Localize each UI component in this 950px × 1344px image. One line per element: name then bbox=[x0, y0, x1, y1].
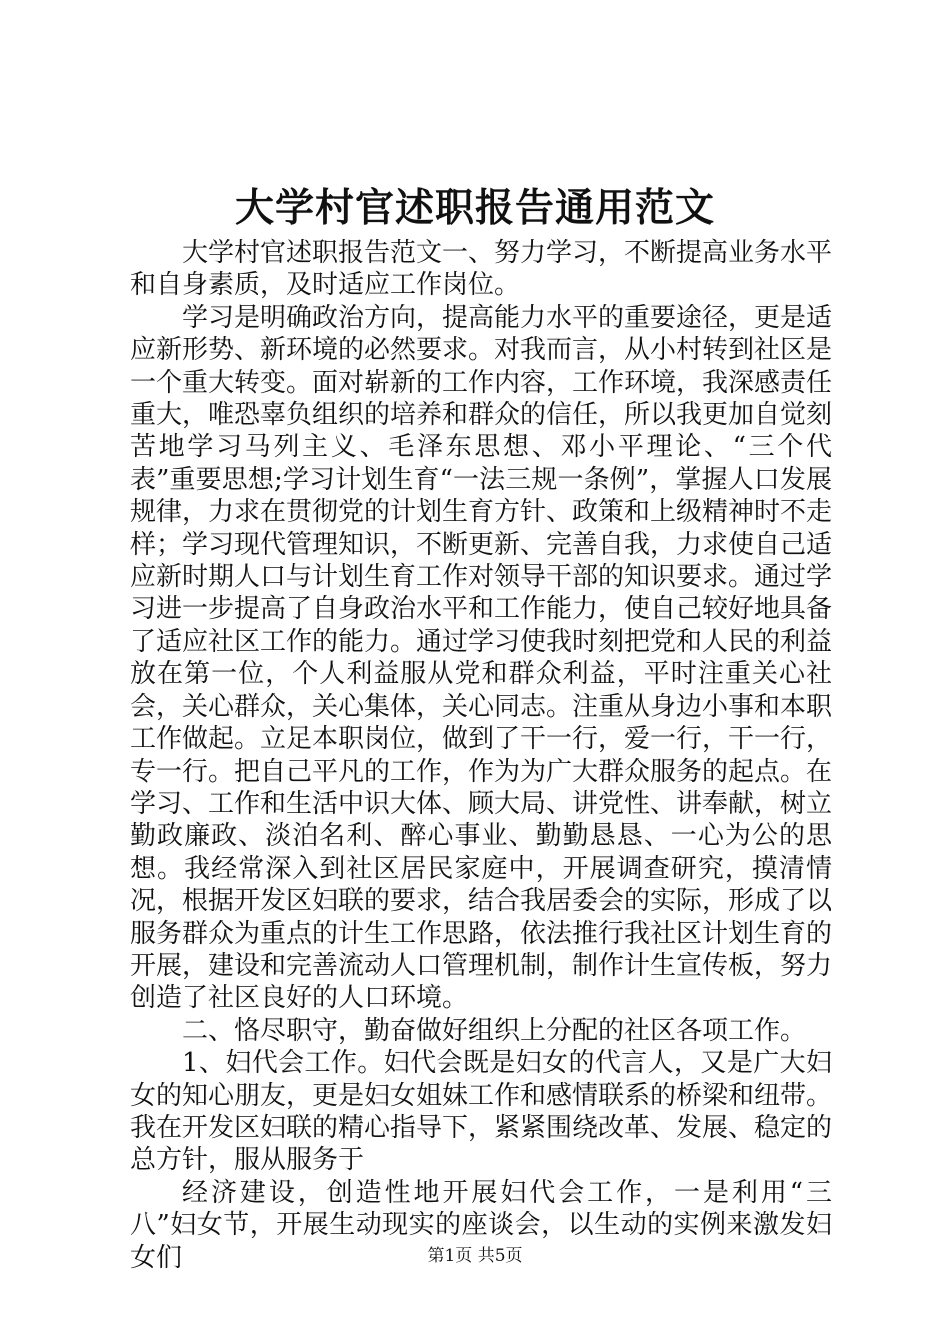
paragraph-intro: 大学村官述职报告范文一、努力学习，不断提高业务水平和自身素质，及时适应工作岗位。 bbox=[130, 238, 833, 301]
document-title: 大学村官述职报告通用范文 bbox=[234, 185, 715, 231]
paragraph-women-congress: 1、妇代会工作。妇代会既是妇女的代言人，又是广大妇女的知心朋友，更是妇女姐妹工作和感情联系的桥梁和纽带。我在开发区妇联的精心指导下，紧紧围绕改革、发展、稳定的总方针，服从服务于 bbox=[130, 1048, 833, 1176]
document-body bbox=[130, 237, 832, 1274]
page-number-footer: 第1页 共5页 bbox=[427, 1246, 523, 1266]
paragraph-economic-construction: 经济建设，创造性地开展妇代会工作，一是利用“三八”妇女节，开展生动现实的座谈会，以生动的实例来激发妇女们 bbox=[130, 1177, 832, 1273]
paragraph-section-two-heading: 二、恪尽职守，勤奋做好组织上分配的社区各项工作。 bbox=[182, 1015, 807, 1046]
paragraph-study: 学习是明确政治方向，提高能力水平的重要途径，更是适应新形势、新环境的必然要求。对我而言，从小村转到社区是一个重大转变。面对崭新的工作内容，工作环境，我深感责任重大，唯恐辜负组织的培养和群众的信任，所以我更加自觉刻苦地学习马列主义、毛泽东思想、邓小平理论、“三个代表”重要思想;学习计划生育“一法三规一条例”，掌握人口发展规律，力求在贯彻党的计划生育方针、政策和上级精神时不走样；学习现代管理知识，不断更新、完善自我，力求使自己适应新时期人口与计划生育工作对领导干部的知识要求。通过学习进一步提高了自身政治水平和工作能力，使自己较好地具备了适应社区工作的能力。通过学习使我时刻把党和人民的利益放在第一位，个人利益服从党和群众利益，平时注重关心社会，关心群众，关心集体，关心同志。注重从身边小事和本职工作做起。立足本职岗位，做到了干一行，爱一行，干一行，专一行。把自己平凡的工作，作为为广大群众服务的起点。在学习、工作和生活中识大体、顾大局、讲党性、讲奉献，树立勤政廉政、淡泊名利、醉心事业、勤勤恳恳、一心为公的思想。我经常深入到社区居民家庭中，开展调查研究，摸清情况，根据开发区妇联的要求，结合我居委会的实际，形成了以服务群众为重点的计生工作思路，依法推行我社区计划生育的开展，建设和完善流动人口管理机制，制作计生宣传板，努力创造了社区良好的人口环境。 bbox=[130, 302, 833, 1014]
